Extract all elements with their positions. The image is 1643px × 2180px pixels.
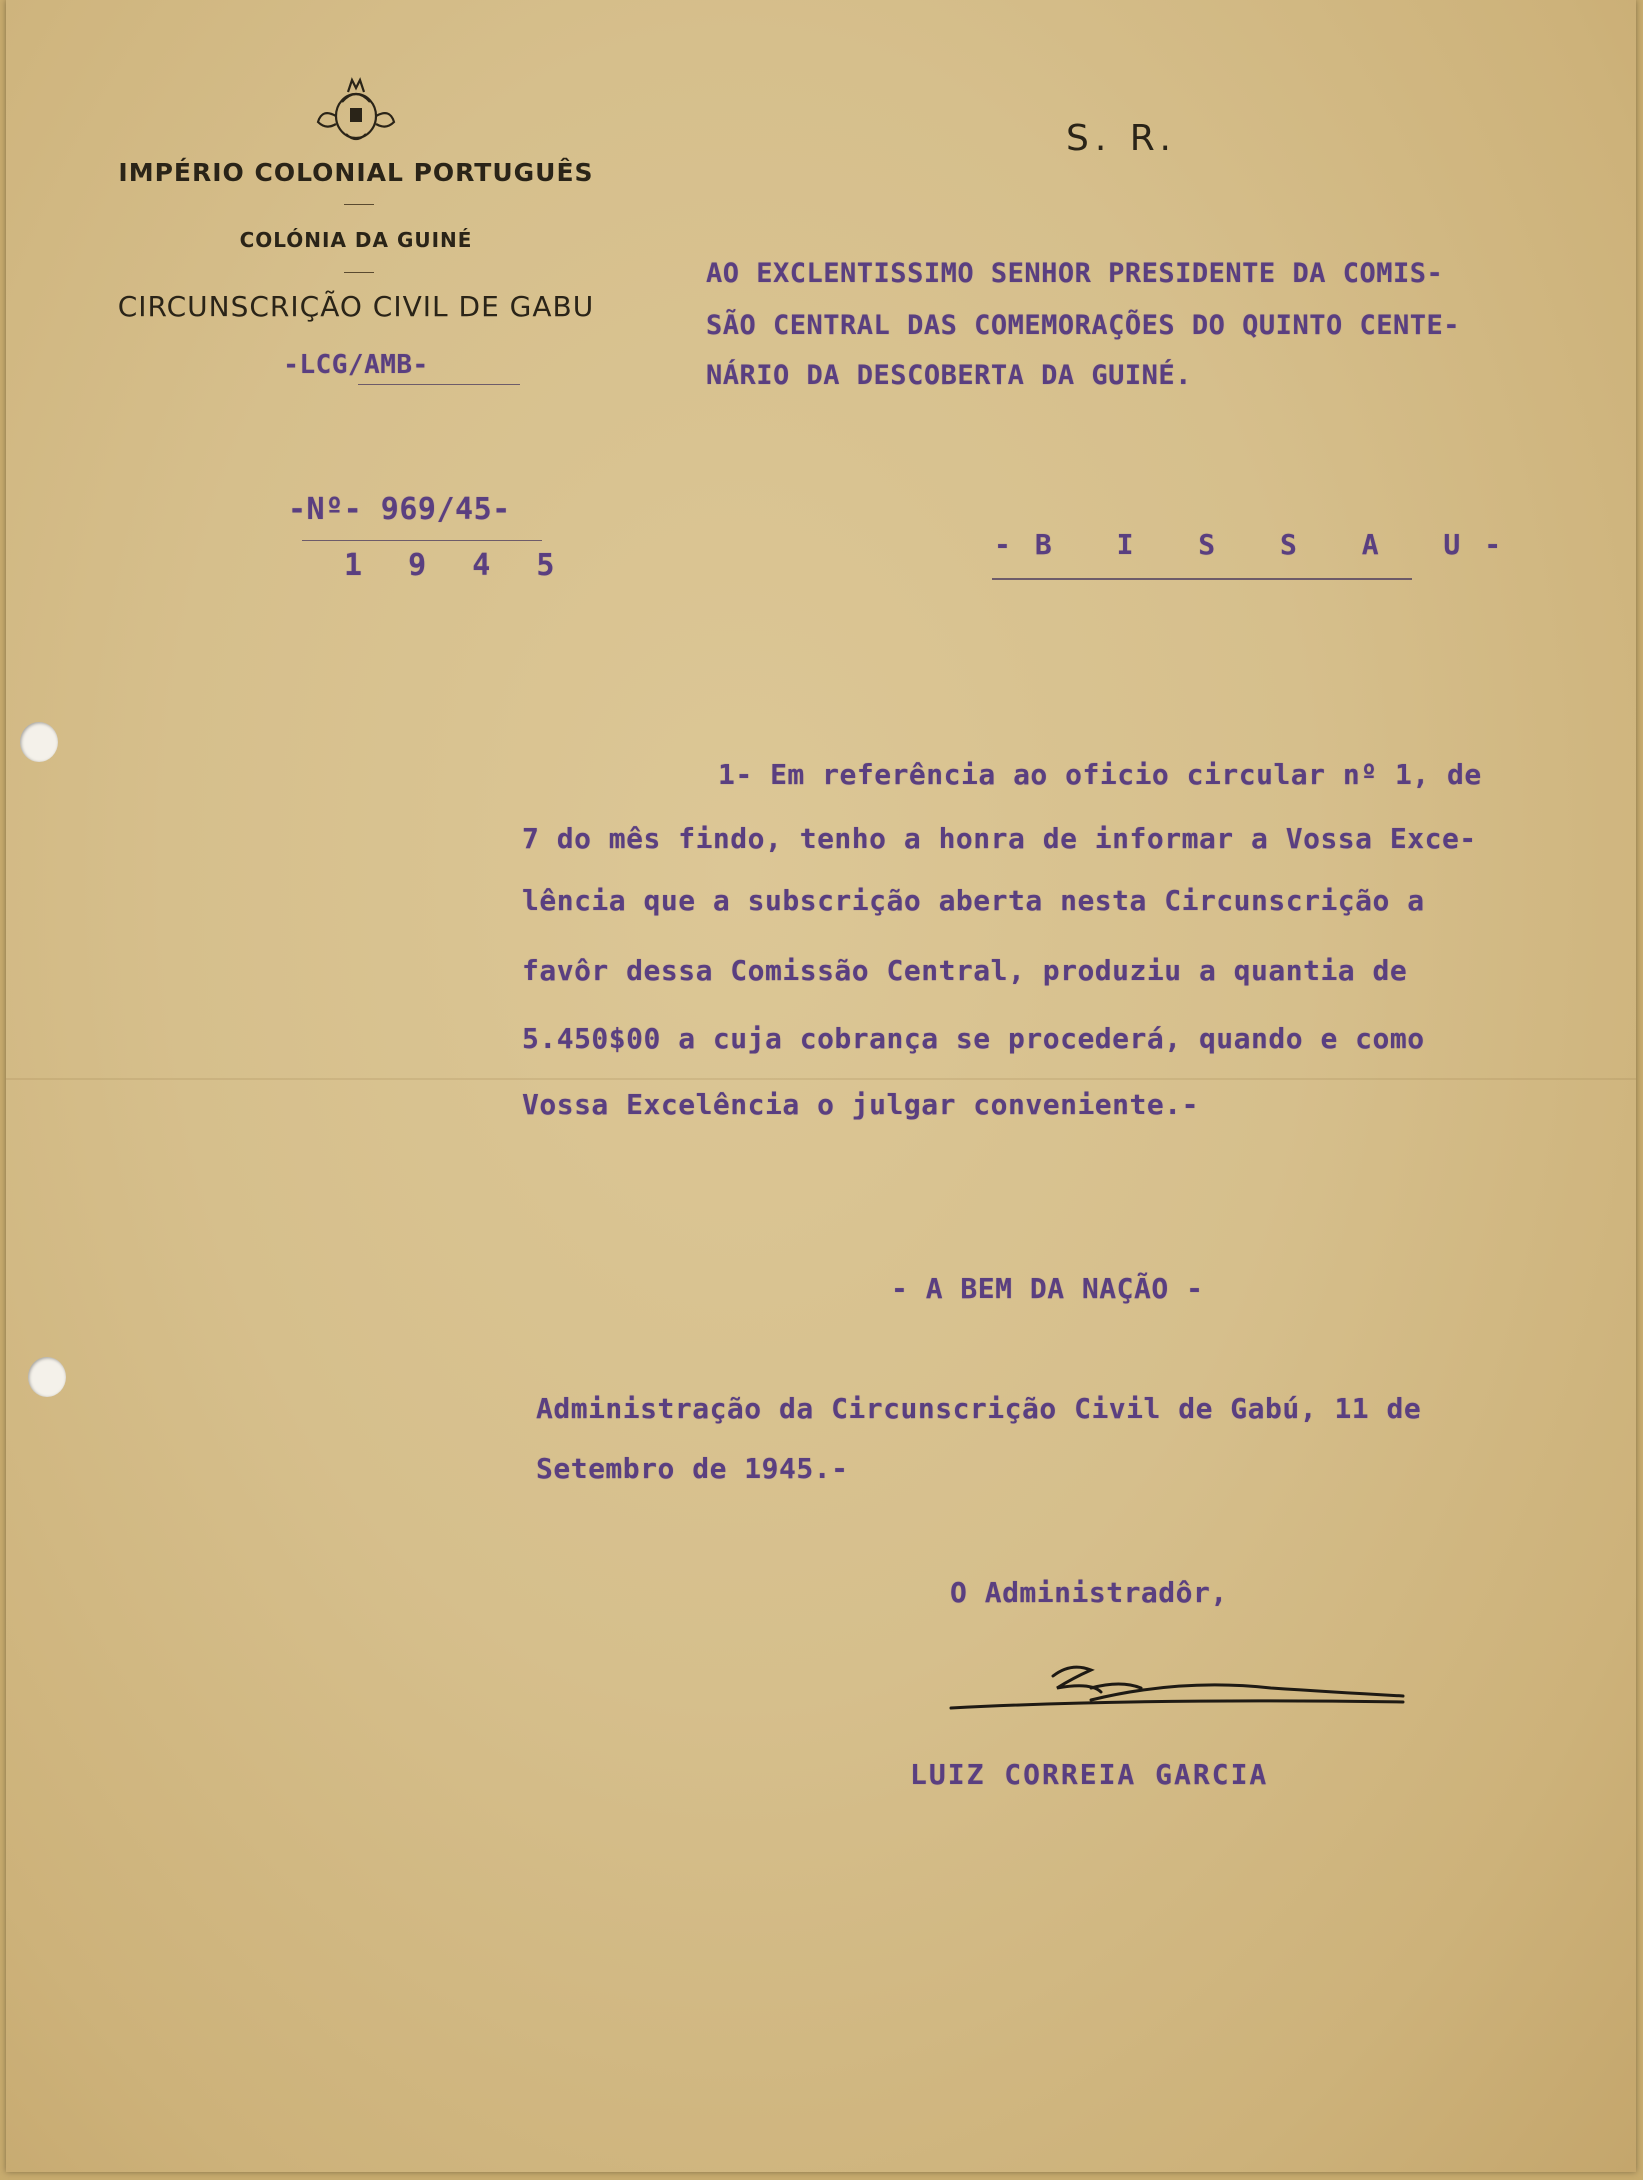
document-number: -Nº- 969/45- xyxy=(288,492,511,527)
letterhead-colony: COLÓNIA DA GUINÉ xyxy=(239,228,473,252)
body-line: 7 do mês findo, tenho a honra de informar a Vossa Exce- xyxy=(522,822,1477,855)
reference-code: -LCG/AMB- xyxy=(283,350,429,380)
punch-hole xyxy=(28,1357,66,1397)
place-date-line: Setembro de 1945.- xyxy=(536,1452,849,1485)
closing-motto: - A BEM DA NAÇÃO - xyxy=(891,1272,1204,1305)
reference-underline xyxy=(358,384,520,385)
body-line: 5.450$00 a cuja cobrança se procederá, quando e como xyxy=(522,1022,1425,1055)
addressee-line: AO EXCLENTISSIMO SENHOR PRESIDENTE DA COMIS- xyxy=(706,258,1444,289)
letterhead-district: CIRCUNSCRIÇÃO CIVIL DE GABU xyxy=(117,290,595,323)
body-line: Vossa Excelência o julgar conveniente.- xyxy=(522,1088,1199,1121)
place-date-line: Administração da Circunscrição Civil de Gabú, 11 de xyxy=(536,1392,1422,1425)
number-divider xyxy=(302,540,542,541)
letterhead-divider xyxy=(344,272,374,273)
destination-city: -B I S S A U- xyxy=(994,528,1526,561)
coat-of-arms-icon xyxy=(308,72,404,148)
signatory-name: LUIZ CORREIA GARCIA xyxy=(910,1758,1269,1791)
letter-page xyxy=(6,0,1636,2172)
body-line: 1- Em referência ao oficio circular nº 1, de xyxy=(718,758,1482,791)
document-year: 1 9 4 5 xyxy=(344,548,569,583)
signatory-title: O Administradôr, xyxy=(950,1576,1228,1609)
letterhead-empire: IMPÉRIO COLONIAL PORTUGUÊS xyxy=(118,158,594,187)
destination-underline xyxy=(992,578,1412,580)
handwritten-signature xyxy=(941,1648,1411,1718)
body-line: favôr dessa Comissão Central, produziu a quantia de xyxy=(522,954,1408,987)
paper-fold xyxy=(6,1078,1636,1080)
punch-hole xyxy=(20,722,58,762)
letterhead-divider xyxy=(344,204,374,205)
body-line: lência que a subscrição aberta nesta Circunscrição a xyxy=(522,884,1425,917)
addressee-line: NÁRIO DA DESCOBERTA DA GUINÉ. xyxy=(706,360,1192,391)
salutation: S. R. xyxy=(1066,118,1177,159)
addressee-line: SÃO CENTRAL DAS COMEMORAÇÕES DO QUINTO CENTE- xyxy=(706,310,1460,341)
